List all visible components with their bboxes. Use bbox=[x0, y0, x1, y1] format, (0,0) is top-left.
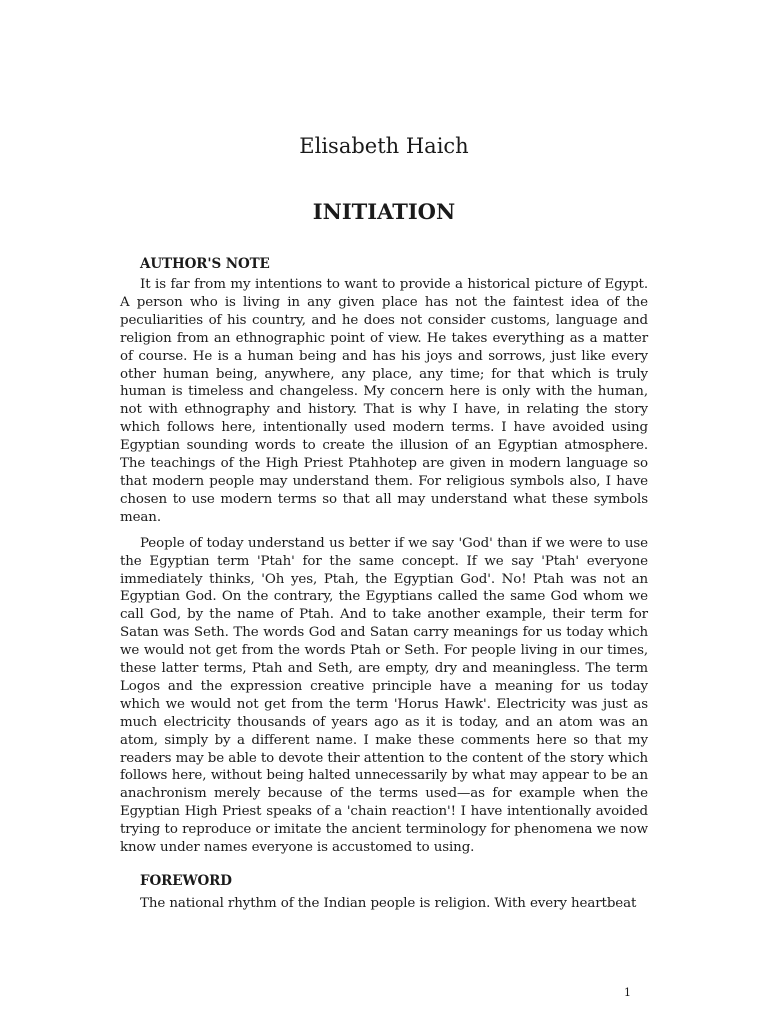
paragraph: The national rhythm of the Indian people is religion. With every heartbeat bbox=[140, 896, 637, 911]
paragraph: People of today understand us better if we say 'God' than if we were to use the Egyptian term 'Ptah' for the same concept. If we say 'Ptah' everyone immediately thinks, 'Oh yes, Ptah, the Egyptian God'. No! Ptah was not an Egyptian God. On the contrary, the Egyptians called the same God whom we call God, by the name of Ptah. And to take another example, their term for Satan was Seth. The words God and Satan carry meanings for us today which we would not get from the words Ptah or Seth. For people living in our times, these latter terms, Ptah and Seth, are empty, dry and meaningless. The term Logos and the expression creative principle have a meaning for us today which we would not get from the term 'Horus Hawk'. Electricity was just as much electricity thousands of years ago as it is today, and an atom was an atom, simply by a different name. I make these comments here so that my readers may be able to devote their attention to the content of the story which follows here, without being halted unnecessarily by what may appear to be an anachronism merely because of the terms used—as for example when the Egyptian High Priest speaks of a 'chain reaction'! I have intentionally avoided trying to reproduce or imitate the ancient terminology for phenomena we now know under names everyone is accustomed to using. bbox=[120, 535, 648, 856]
book-title: INITIATION bbox=[312, 199, 456, 224]
section-heading-authors-note: AUTHOR'S NOTE bbox=[140, 256, 270, 272]
section-heading-foreword: FOREWORD bbox=[140, 873, 232, 889]
page-body bbox=[120, 254, 648, 913]
page-number: 1 bbox=[624, 986, 631, 999]
paragraph: It is far from my intentions to want to provide a historical picture of Egypt. A person who is living in any given place has not the faintest idea of the peculiarities of his country, and he does not consider customs, language and religion from an ethnographic point of view. He takes everything as a matter of course. He is a human being and has his joys and sorrows, just like every other human being, anywhere, any place, any time; for that which is truly human is timeless and changeless. My concern here is only with the human, not with ethnography and history. That is why I have, in relating the story which follows here, intentionally used modern terms. I have avoided using Egyptian sounding words to create the illusion of an Egyptian atmosphere. The teachings of the High Priest Ptahhotep are given in modern language so that modern people may understand them. For religious symbols also, I have chosen to use modern terms so that all may understand what these symbols mean. bbox=[120, 277, 648, 525]
author-name: Elisabeth Haich bbox=[299, 134, 469, 158]
